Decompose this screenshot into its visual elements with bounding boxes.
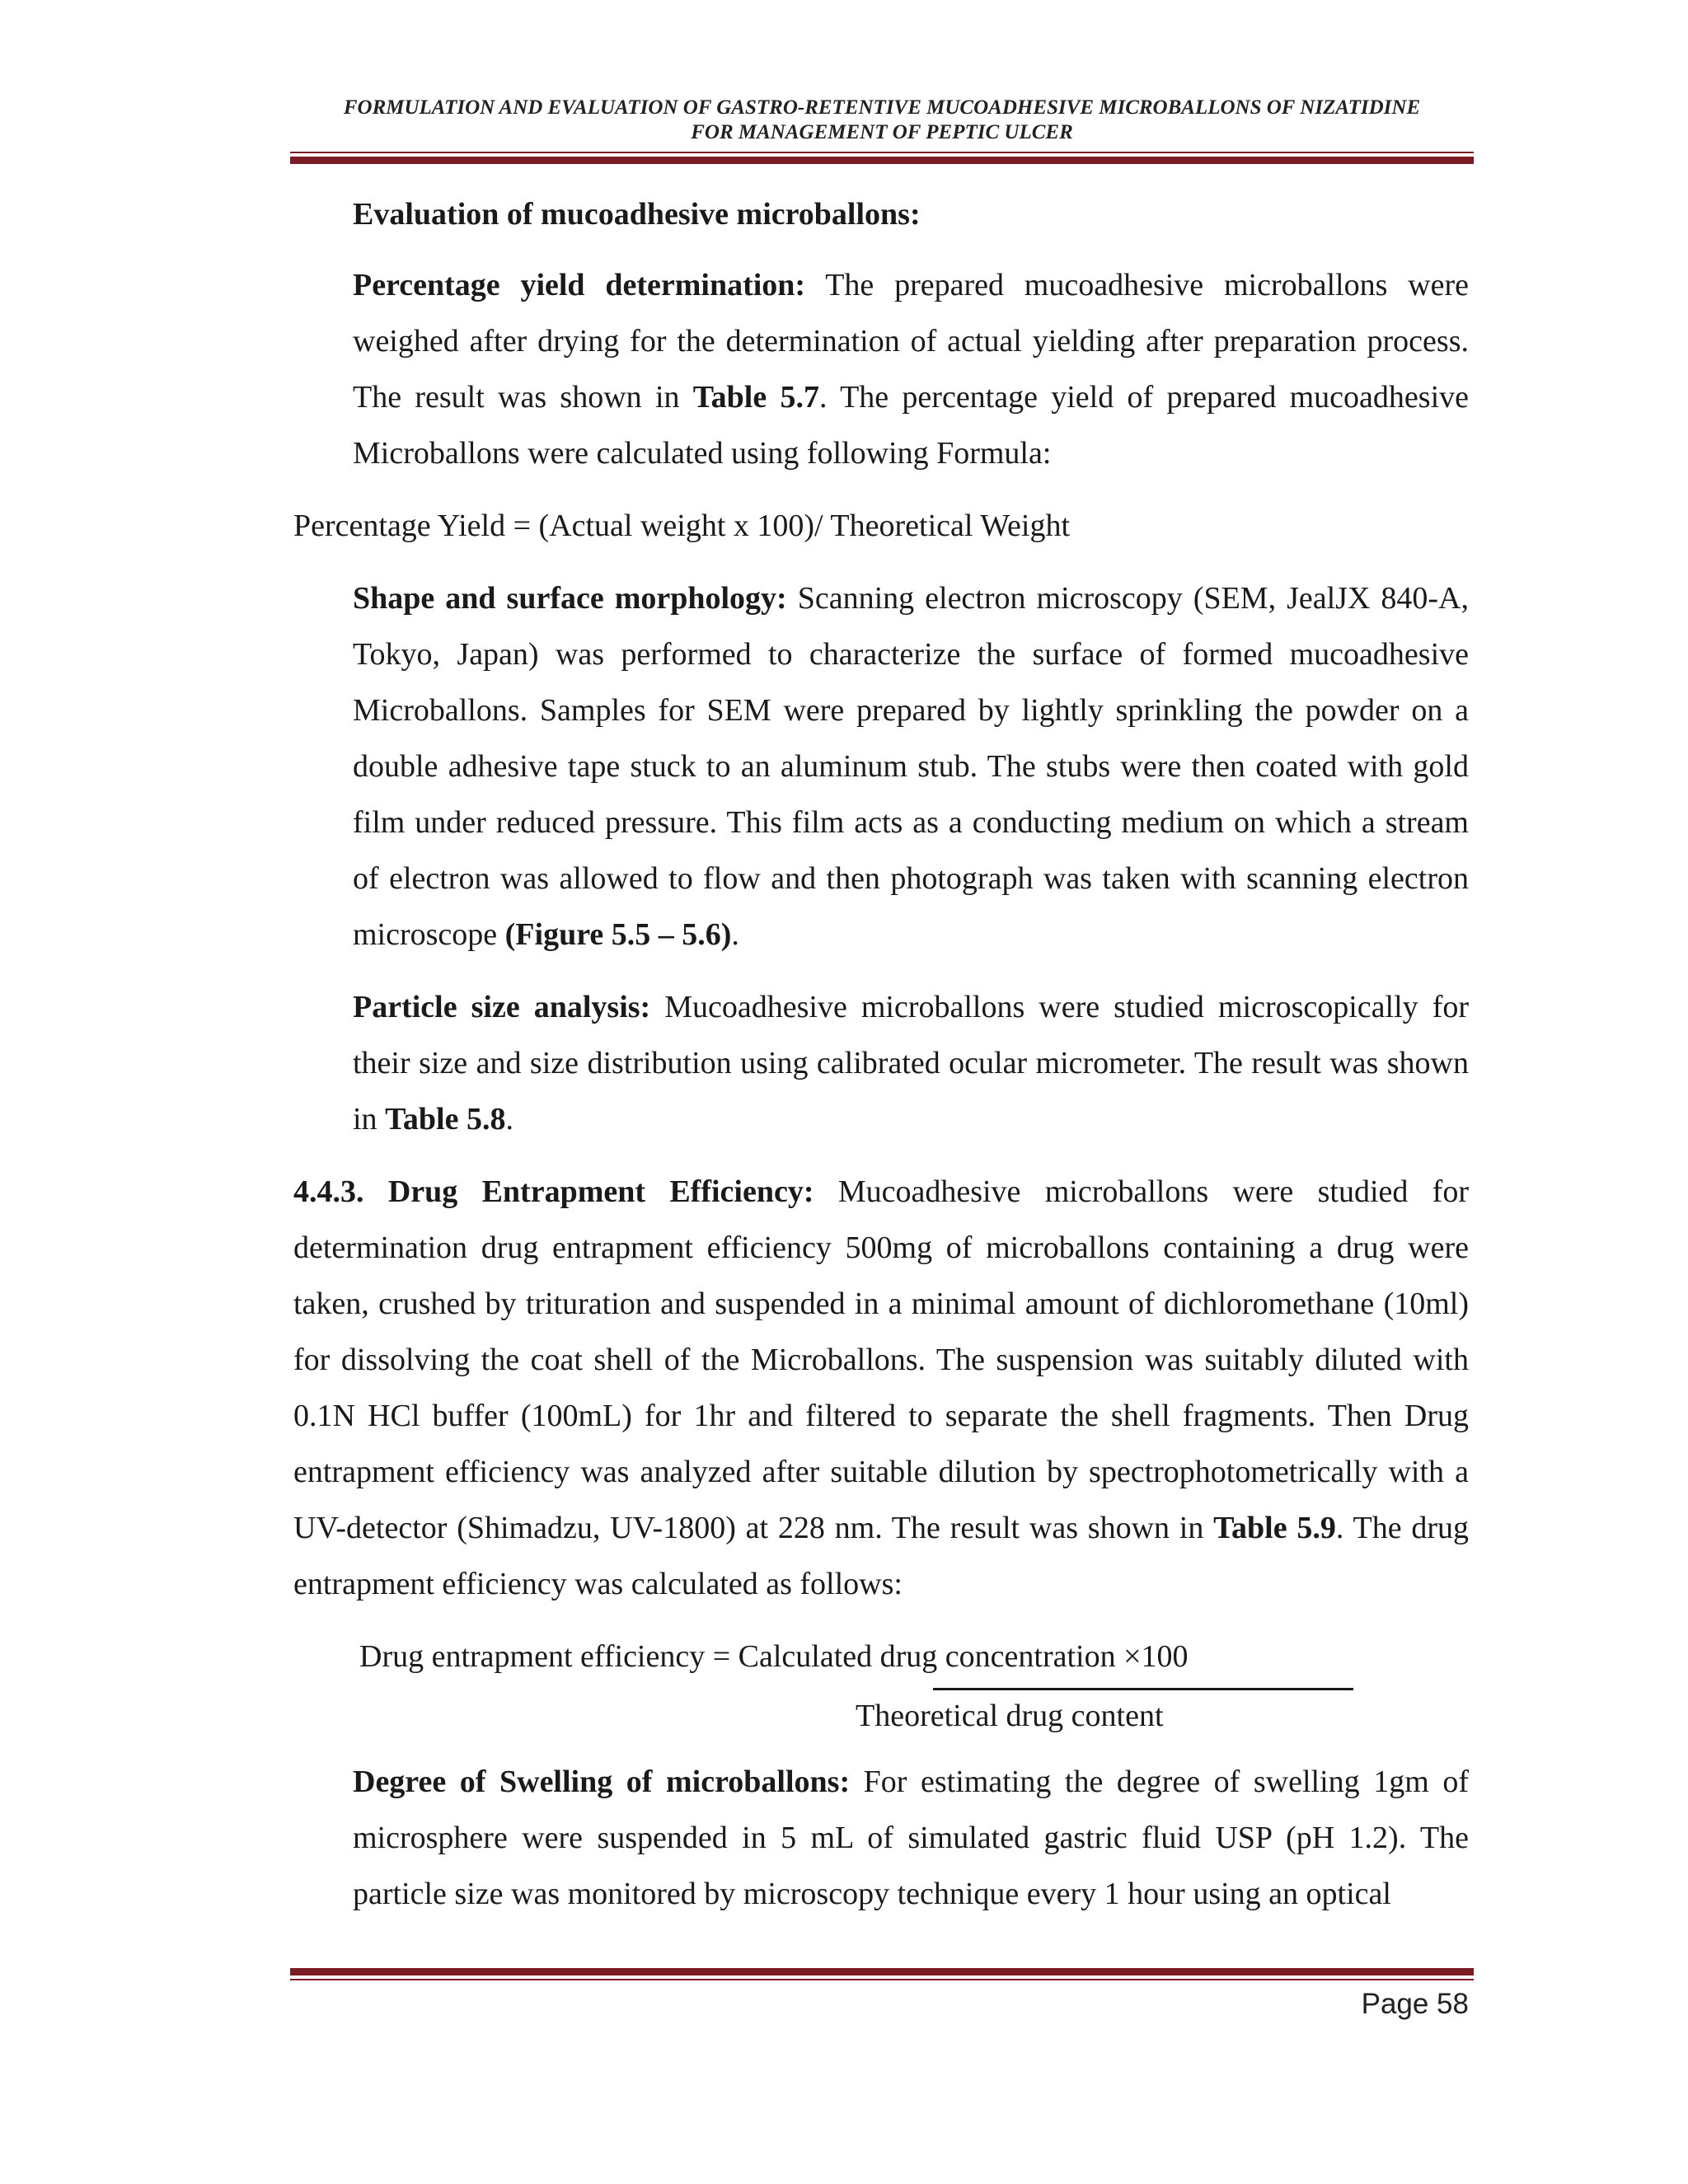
paragraph-label: Degree of Swelling of microballons:	[353, 1765, 851, 1799]
paragraph-percentage-yield	[293, 257, 1469, 481]
header-rule-thin	[290, 152, 1474, 153]
running-header	[288, 96, 1475, 145]
paragraph-text: Mucoadhesive microballons were studied for determination drug entrapment efficiency 500mg of microballons containing a drug were taken, crushed by trituration and suspended in a minimal amount of dichloromethane (10ml) for dissolving the coat shell of the Microballons. The suspension was suitably diluted with 0.1N HCl buffer (100mL) for 1hr and filtered to separate the shell fragments. Then Drug entrapment efficiency was analyzed after suitable dilution by spectrophotometrically with a UV-detector (Shimadzu, UV-1800) at 228 nm. The result was shown in	[293, 1174, 1469, 1545]
running-header-line-1: FORMULATION AND EVALUATION OF GASTRO-RETENTIVE MUCOADHESIVE MICROBALLONS OF NIZATIDINE	[343, 96, 1421, 119]
paragraph-label: Percentage yield determination:	[353, 268, 806, 302]
entrapment-efficiency-formula	[293, 1629, 1469, 1744]
paragraph-text: Mucoadhesive microballons were studied microscopically for their size and size distribution using calibrated ocular micrometer. The result was shown in	[353, 990, 1469, 1137]
percentage-yield-formula: Percentage Yield = (Actual weight x 100)/ Theoretical Weight	[293, 509, 1071, 543]
footer-rule-thin	[290, 1979, 1474, 1980]
formula-denominator: Theoretical drug content	[856, 1699, 1164, 1733]
paragraph-text: . The drug entrapment efficiency was calculated as follows:	[293, 1511, 1470, 1601]
paragraph-text: .	[505, 1102, 513, 1137]
table-reference: Table 5.9	[1213, 1511, 1336, 1545]
paragraph-degree-of-swelling	[293, 1754, 1469, 1922]
paragraph-label: Shape and surface morphology:	[353, 581, 787, 616]
paragraph-label: Particle size analysis:	[353, 990, 651, 1024]
header-rule-thick	[290, 157, 1474, 164]
paragraph-text: For estimating the degree of swelling 1gm of microsphere were suspended in 5 mL of simulated gastric fluid USP (pH 1.2). The particle size was monitored by microscopy technique every 1 hour using an optical	[353, 1765, 1469, 1911]
table-reference: Table 5.7	[692, 380, 819, 415]
formula-numerator: Drug entrapment efficiency = Calculated drug concentration ×100	[359, 1639, 1189, 1674]
figure-reference: (Figure 5.5 – 5.6)	[504, 917, 732, 952]
paragraph-shape-morphology	[293, 570, 1469, 963]
paragraph-particle-size	[293, 979, 1469, 1147]
paragraph-text: Scanning electron microscopy (SEM, JealJX 840-A, Tokyo, Japan) was performed to characterize the surface of formed mucoadhesive Microballons. Samples for SEM were prepared by lightly sprinkling the powder on a double adhesive tape stuck to an aluminum stub. The stubs were then coated with gold film under reduced pressure. This film acts as a conducting medium on which a stream of electron was allowed to flow and then photograph was taken with scanning electron microscope	[353, 581, 1469, 952]
page-number: Page 58	[1361, 1988, 1469, 2020]
running-header-line-2: FOR MANAGEMENT OF PEPTIC ULCER	[691, 121, 1073, 143]
paragraph-text: . The percentage yield of prepared mucoadhesive Microballons were calculated using following Formula:	[353, 380, 1469, 471]
table-reference: Table 5.8	[385, 1102, 506, 1137]
paragraph-text: The prepared mucoadhesive microballons were weighed after drying for the determination of actual yielding after preparation process. The result was shown in	[353, 268, 1469, 415]
paragraph-label: 4.4.3. Drug Entrapment Efficiency:	[293, 1174, 814, 1209]
footer-rule-thick	[290, 1968, 1474, 1975]
paragraph-text: .	[731, 917, 739, 952]
section-heading: Evaluation of mucoadhesive microballons:	[353, 197, 921, 232]
page-body	[293, 186, 1469, 1922]
paragraph-drug-entrapment	[293, 1164, 1469, 1612]
